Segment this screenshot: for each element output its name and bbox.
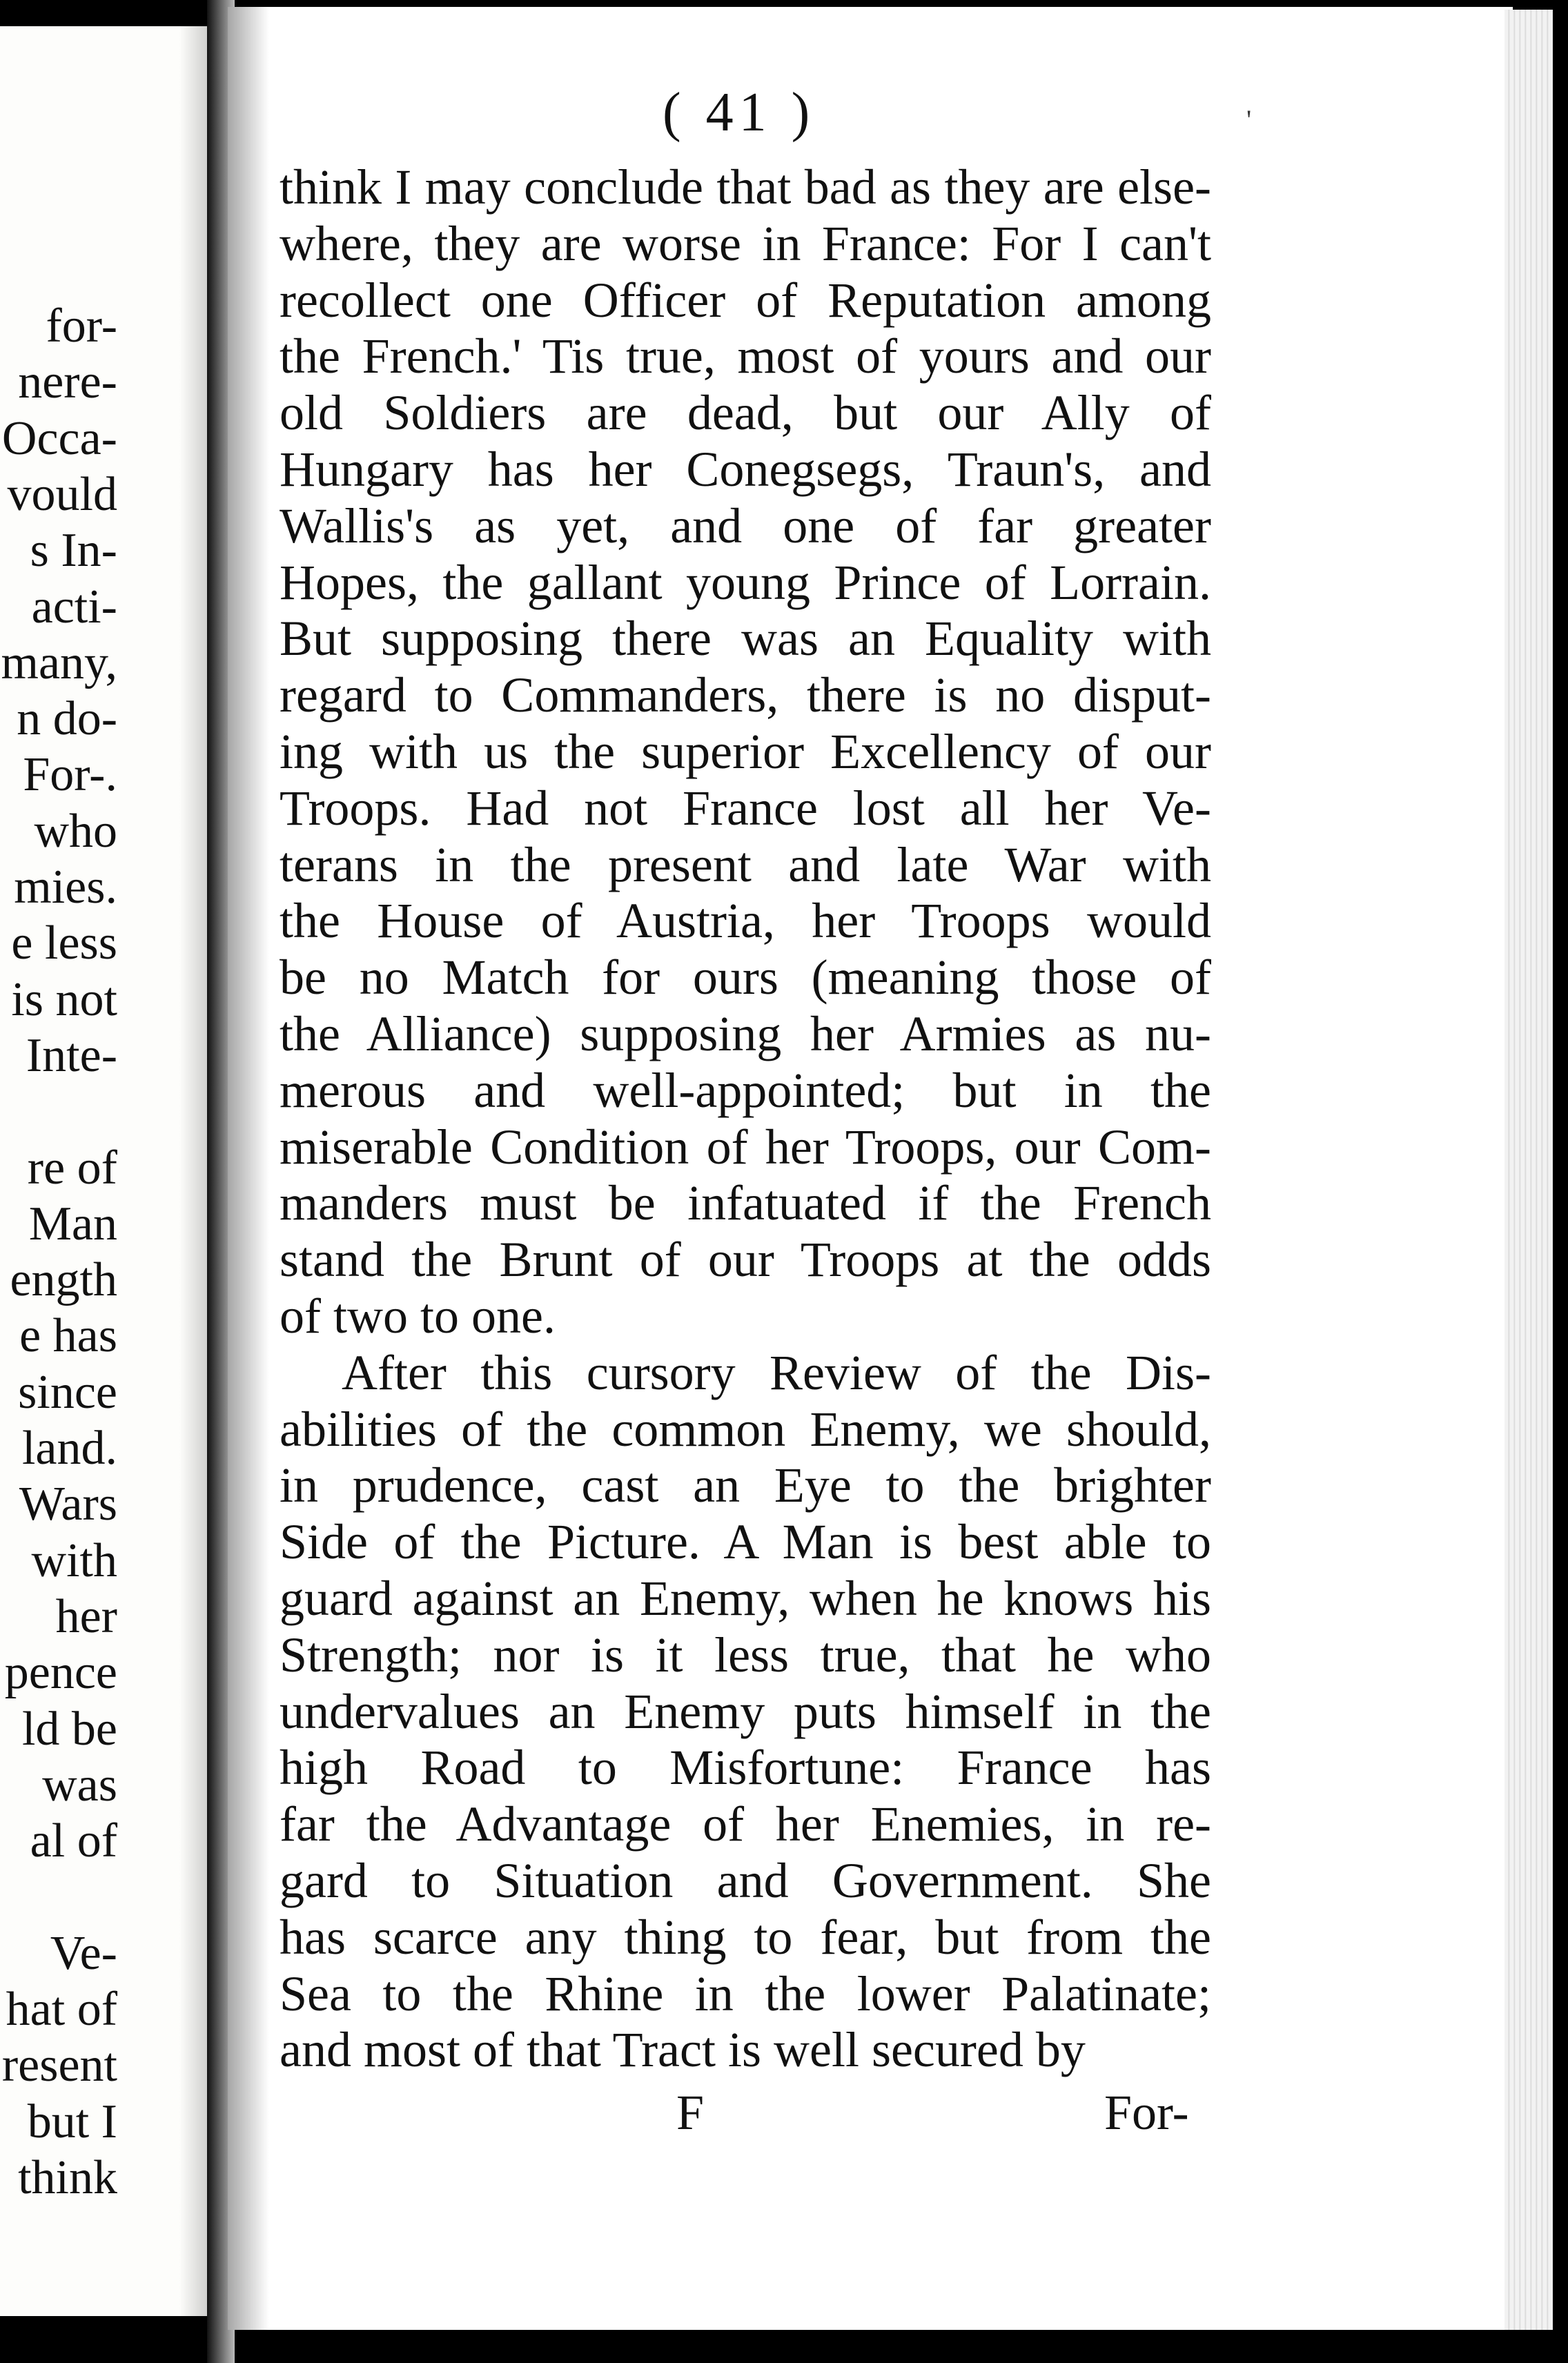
text-line: terans in the present and late War with [280, 837, 1211, 892]
text-line: Sea to the Rhine in the lower Palatinate; [280, 1966, 1211, 2021]
text-line: the Alliance) supposing her Armies as nu- [280, 1006, 1211, 1061]
left-facing-page [0, 26, 207, 2316]
text-line: merous and well-appointed; but in the [280, 1063, 1211, 1118]
text-line: and most of that Tract is well secured by [280, 2022, 1086, 2077]
text-line: the House of Austria, her Troops would [280, 893, 1211, 948]
text-line: regard to Commanders, there is no disput- [280, 667, 1211, 723]
text-line: high Road to Misfortune: France has [280, 1740, 1211, 1795]
text-line: Troops. Had not France lost all her Ve- [280, 781, 1211, 836]
left-page-line: pence [4, 1646, 117, 1699]
left-page-line: n do- [17, 692, 117, 745]
left-page-line: but I [27, 2095, 117, 2148]
text-line: in prudence, cast an Eye to the brighter [280, 1458, 1211, 1513]
text-line: Wallis's as yet, and one of far greater [280, 498, 1211, 553]
text-line: be no Match for ours (meaning those of [280, 950, 1211, 1005]
left-page-line: Occa- [1, 412, 117, 465]
left-page-line: hat of [6, 1983, 117, 2036]
text-line: old Soldiers are dead, but our Ally of [280, 385, 1211, 440]
left-page-line: e has [19, 1309, 117, 1362]
left-page-line: since [18, 1366, 117, 1419]
text-line: After this cursory Review of the Dis- [342, 1345, 1211, 1400]
left-page-line: Wars [19, 1478, 117, 1531]
text-line: the French.' Tis true, most of yours and our [280, 329, 1211, 384]
catchword: For- [1104, 2085, 1189, 2140]
text-line: of two to one. [280, 1288, 556, 1344]
text-line: But supposing there was an Equality with [280, 611, 1211, 666]
text-line: abilities of the common Enemy, we should, [280, 1402, 1211, 1457]
left-page-line: nere- [18, 355, 117, 409]
left-page-line: her [55, 1590, 117, 1643]
text-line: undervalues an Enemy puts himself in the [280, 1684, 1211, 1739]
text-line: recollect one Officer of Reputation among [280, 273, 1211, 328]
left-page-line: s In- [30, 524, 117, 577]
text-line: has scarce any thing to fear, but from the [280, 1910, 1211, 1965]
left-page-line: was [42, 1758, 117, 1812]
left-page-line: e less [11, 916, 117, 970]
text-line: manders must be infatuated if the French [280, 1175, 1211, 1230]
left-page-line: resent [1, 2039, 117, 2092]
left-page-line: Inte- [26, 1029, 117, 1082]
left-page-line: think [18, 2151, 117, 2204]
left-page-line: with [31, 1534, 117, 1587]
page-stack-edge [1505, 10, 1553, 2330]
text-line: Strength; nor is it less true, that he who [280, 1627, 1211, 1683]
left-page-line: many, [1, 636, 117, 689]
text-line: Hungary has her Conegsegs, Traun's, and [280, 442, 1211, 497]
left-page-shadow [179, 26, 207, 2316]
text-line: miserable Condition of her Troops, our Com- [280, 1119, 1211, 1175]
left-page-line: For-. [23, 748, 117, 801]
text-line: ing with us the superior Excellency of our [280, 724, 1211, 779]
left-page-line: acti- [31, 580, 117, 634]
text-line: stand the Brunt of our Troops at the odds [280, 1232, 1211, 1287]
text-line: where, they are worse in France: For I can't [280, 216, 1211, 271]
left-page-line: is not [11, 973, 117, 1026]
text-line: gard to Situation and Government. She [280, 1853, 1211, 1908]
signature-mark: F [676, 2085, 705, 2140]
text-line: guard against an Enemy, when he knows his [280, 1571, 1211, 1626]
text-line: think I may conclude that bad as they are else- [280, 159, 1211, 215]
text-line: Side of the Picture. A Man is best able to [280, 1514, 1211, 1569]
left-page-line: Ve- [50, 1927, 117, 1980]
left-page-line: who [34, 805, 117, 858]
main-page-shadow [228, 7, 269, 2330]
left-page-line: re of [27, 1141, 117, 1195]
left-page-line: ength [10, 1253, 117, 1306]
left-page-line: land. [21, 1422, 117, 1475]
text-line: Hopes, the gallant young Prince of Lorrain. [280, 555, 1211, 610]
left-page-line: vould [7, 468, 117, 521]
margin-speck: ' [1246, 104, 1252, 135]
left-page-line: Man [28, 1197, 117, 1251]
page-number: ( 41 ) [663, 82, 816, 143]
left-page-line: for- [46, 300, 117, 353]
left-page-line: al of [30, 1814, 117, 1867]
left-page-line: mies. [14, 861, 117, 914]
left-page-line: ld be [21, 1703, 117, 1756]
text-line: far the Advantage of her Enemies, in re- [280, 1796, 1211, 1852]
